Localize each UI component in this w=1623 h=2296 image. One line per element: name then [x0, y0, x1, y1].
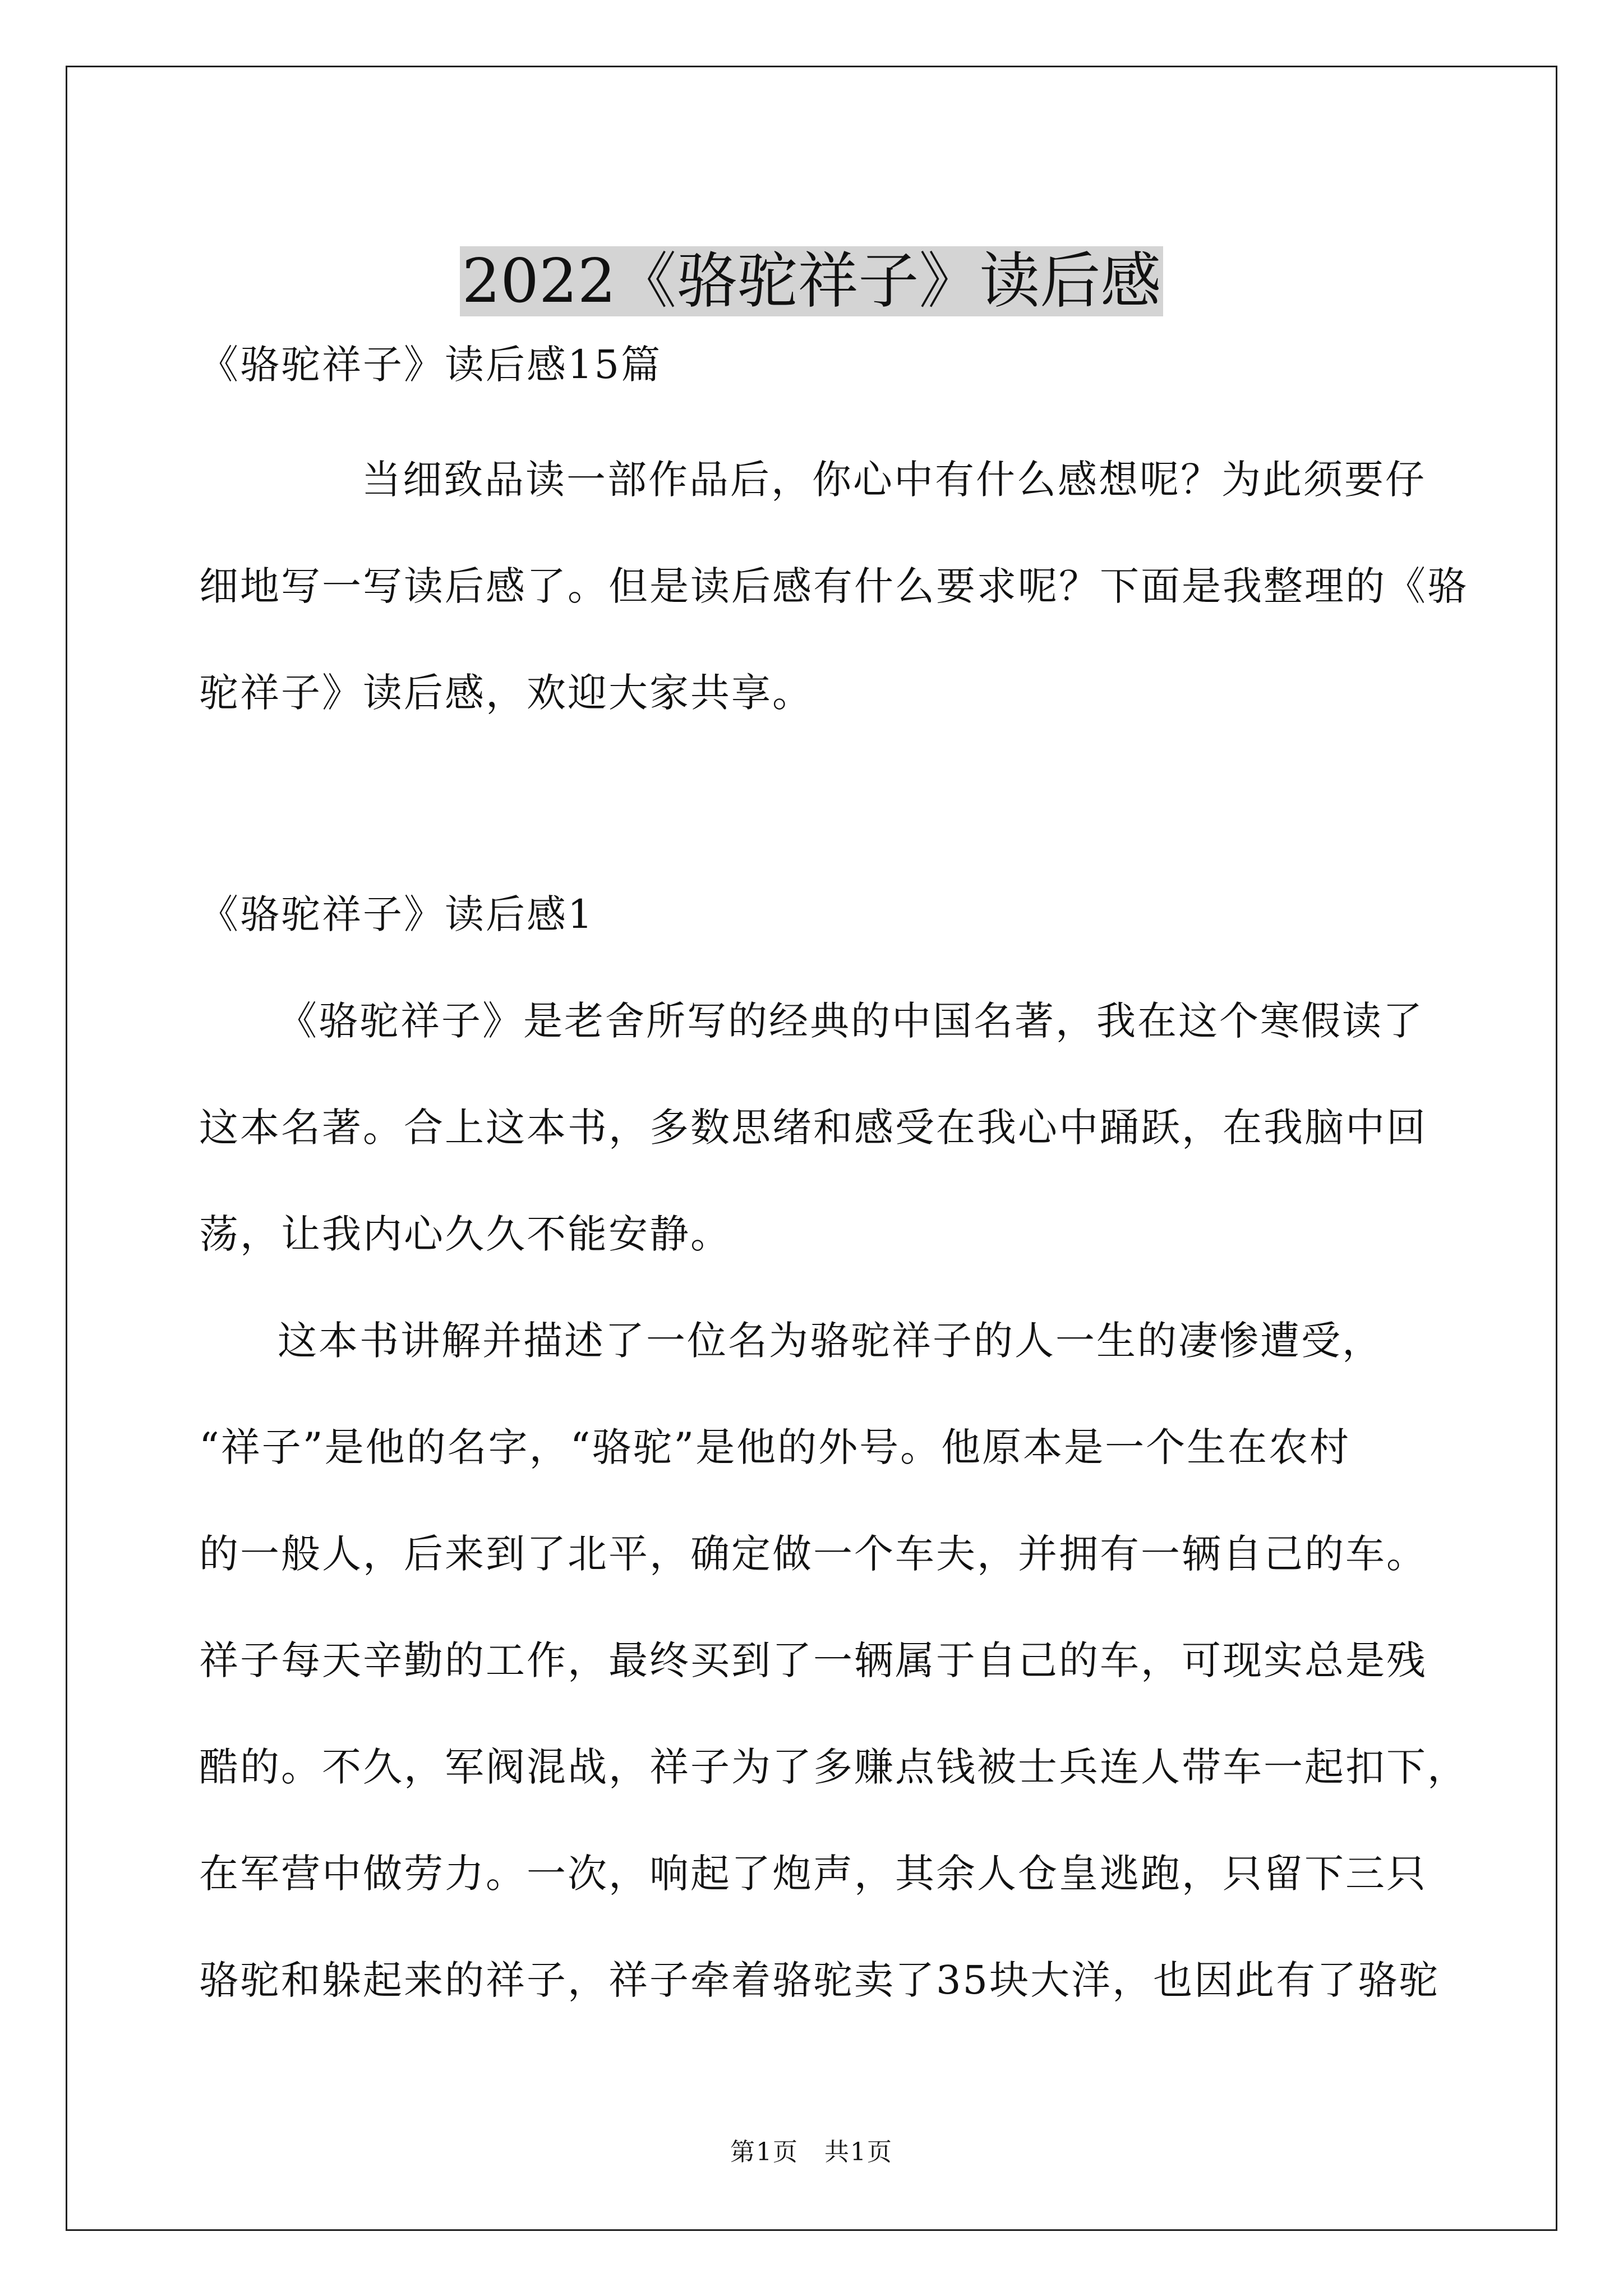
paragraph-line: 祥子每天辛勤的工作，最终买到了一辆属于自己的车，可现实总是残: [199, 1637, 1427, 1683]
paragraph-line: 这本书讲解并描述了一位名为骆驼祥子的人一生的凄惨遭受，: [278, 1318, 1383, 1364]
paragraph-line: 驼祥子》读后感，欢迎大家共享。: [199, 670, 813, 716]
paragraph-line: 荡，让我内心久久不能安静。: [199, 1211, 731, 1257]
document-subtitle: [199, 311, 1433, 418]
title-highlight: 2022《骆驼祥子》读后感: [460, 246, 1164, 316]
body-paragraph-1: [199, 968, 1433, 1287]
paragraph-line: 这本名著。合上这本书，多数思绪和感受在我心中踊跃，在我脑中回: [199, 1105, 1427, 1151]
paragraph-line: 骆驼和躲起来的祥子，祥子牵着骆驼卖了35块大洋，也因此有了骆驼: [199, 1957, 1440, 2003]
subtitle-text: 《骆驼祥子》读后感15篇: [199, 342, 662, 388]
section-heading-text: 《骆驼祥子》读后感1: [199, 891, 594, 937]
paragraph-line: 酷的。不久，军阀混战，祥子为了多赚点钱被士兵连人带车一起扣下，: [199, 1744, 1468, 1790]
paragraph-line: 的一般人，后来到了北平，确定做一个车夫，并拥有一辆自己的车。: [199, 1531, 1427, 1577]
paragraph-line: 在军营中做劳力。一次，响起了炮声，其余人仓皇逃跑，只留下三只: [199, 1851, 1427, 1897]
paragraph-line: 《骆驼祥子》是老舍所写的经典的中国名著，我在这个寒假读了: [278, 998, 1424, 1044]
paragraph-line: 当细致品读一部作品后，你心中有什么感想呢？为此须要仔: [362, 457, 1426, 503]
body-paragraph-2: [199, 1287, 1468, 2033]
section-heading: [199, 861, 1433, 968]
paragraph-line: 细地写一写读后感了。但是读后感有什么要求呢？下面是我整理的《骆: [199, 563, 1468, 609]
page-footer: 第1页 共1页: [730, 2138, 893, 2166]
document-title: [0, 242, 1623, 321]
paragraph-line: “祥子”是他的名字，“骆驼”是他的外号。他原本是一个生在农村: [199, 1424, 1351, 1470]
intro-paragraph: [199, 426, 1468, 746]
